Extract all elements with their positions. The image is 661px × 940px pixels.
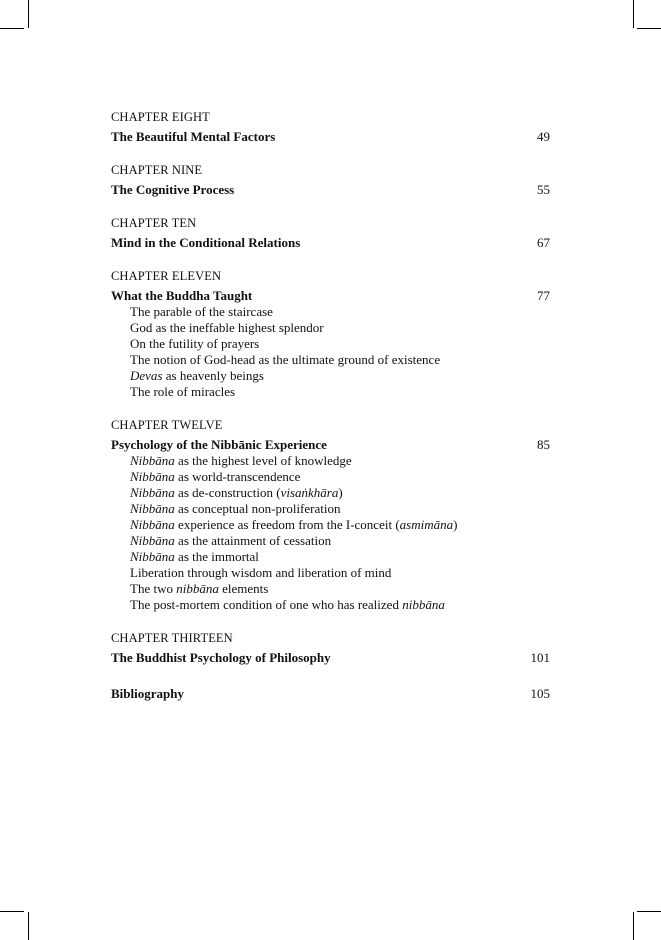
toc-entry[interactable] xyxy=(111,235,550,251)
subsection-item: The role of miracles xyxy=(130,384,236,399)
subsection-item: Nibbāna as conceptual non-proliferation xyxy=(130,501,341,516)
page-number: 67 xyxy=(537,235,550,250)
subsection-item: The parable of the staircase xyxy=(130,304,273,319)
chapter-title: The Beautiful Mental Factors xyxy=(111,129,276,144)
subsection-list xyxy=(111,304,550,400)
subsection-item: God as the ineffable highest splendor xyxy=(130,320,324,335)
bibliography-title: Bibliography xyxy=(111,686,184,701)
crop-mark xyxy=(28,0,29,28)
chapter-title: The Cognitive Process xyxy=(111,182,235,197)
chapter-nine xyxy=(111,162,550,198)
crop-mark xyxy=(633,912,634,940)
crop-mark xyxy=(0,911,24,912)
toc-entry[interactable] xyxy=(111,129,550,145)
chapter-label: CHAPTER THIRTEEN xyxy=(111,631,233,645)
subsection-item: Liberation through wisdom and liberation of mind xyxy=(130,565,392,580)
subsection-item: The notion of God-head as the ultimate ground of existence xyxy=(130,352,441,367)
subsection-item: Nibbāna as the highest level of knowledge xyxy=(130,453,352,468)
chapter-thirteen xyxy=(111,630,550,666)
crop-mark xyxy=(633,0,634,28)
chapter-label: CHAPTER EIGHT xyxy=(111,110,210,124)
subsection-item: Nibbāna experience as freedom from the I-conceit (asmimāna) xyxy=(130,517,458,532)
chapter-label: CHAPTER NINE xyxy=(111,163,203,177)
page-number: 85 xyxy=(537,437,550,452)
page-number: 55 xyxy=(537,182,550,197)
subsection-item: Nibbāna as the immortal xyxy=(130,549,259,564)
subsection-item: Nibbāna as world-transcendence xyxy=(130,469,301,484)
chapter-title: The Buddhist Psychology of Philosophy xyxy=(111,650,331,665)
toc-entry[interactable] xyxy=(111,437,550,453)
toc-entry[interactable] xyxy=(111,288,550,304)
chapter-twelve xyxy=(111,417,550,613)
crop-mark xyxy=(637,28,661,29)
chapter-eleven xyxy=(111,268,550,400)
chapter-label: CHAPTER TWELVE xyxy=(111,418,223,432)
subsection-item: Nibbāna as de-construction (visaṅkhāra) xyxy=(130,485,343,500)
crop-mark xyxy=(28,912,29,940)
chapter-title: Psychology of the Nibbānic Experience xyxy=(111,437,327,452)
crop-mark xyxy=(637,911,661,912)
page-number: 105 xyxy=(530,686,550,701)
subsection-item: On the futility of prayers xyxy=(130,336,260,351)
chapter-eight xyxy=(111,109,550,145)
subsection-list xyxy=(111,453,550,613)
page-number: 77 xyxy=(537,288,550,303)
chapter-ten xyxy=(111,215,550,251)
table-of-contents xyxy=(111,109,550,702)
chapter-title: What the Buddha Taught xyxy=(111,288,253,303)
chapter-label: CHAPTER TEN xyxy=(111,216,197,230)
toc-entry[interactable] xyxy=(111,182,550,198)
bibliography-entry[interactable] xyxy=(111,686,550,702)
subsection-item: Devas as heavenly beings xyxy=(130,368,264,383)
page-number: 101 xyxy=(530,650,550,665)
crop-mark xyxy=(0,28,24,29)
page-number: 49 xyxy=(537,129,550,144)
chapter-label: CHAPTER ELEVEN xyxy=(111,269,222,283)
subsection-item: The two nibbāna elements xyxy=(130,581,269,596)
toc-entry[interactable] xyxy=(111,650,550,666)
chapter-title: Mind in the Conditional Relations xyxy=(111,235,301,250)
subsection-item: Nibbāna as the attainment of cessation xyxy=(130,533,332,548)
subsection-item: The post-mortem condition of one who has realized nibbāna xyxy=(130,597,445,612)
